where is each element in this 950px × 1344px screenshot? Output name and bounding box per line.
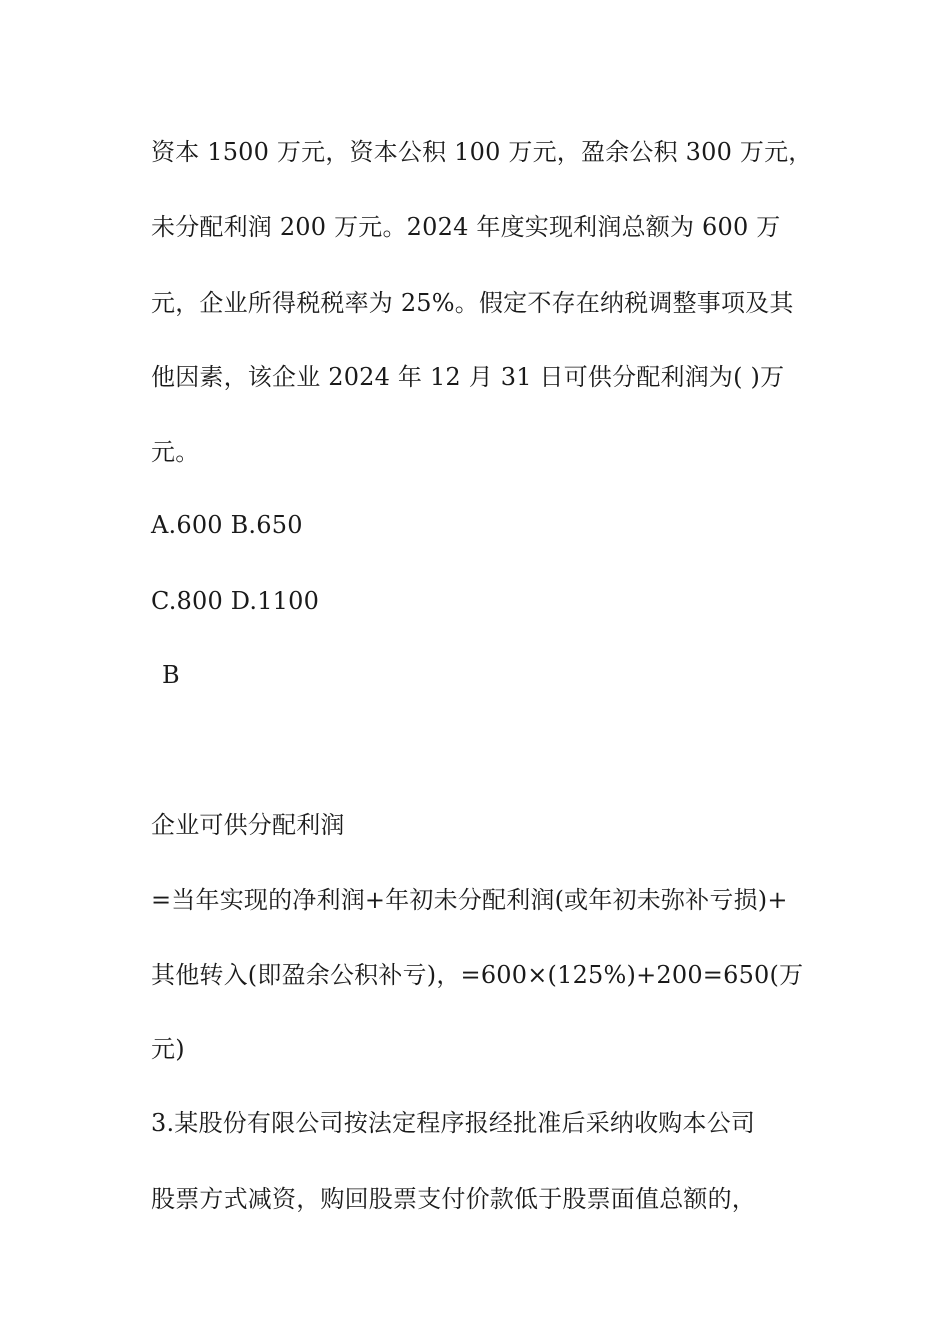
question-2-stem-line-1: 资本 1500 万元，资本公积 100 万元，盈余公积 300 万元， [151,138,813,166]
explanation-line-2: =当年实现的净利润+年初未分配利润(或年初未弥补亏损)+ [151,886,788,914]
question-2-options-cd: C.800 D.1100 [151,587,320,615]
question-2-stem-line-3: 元，企业所得税税率为 25%。假定不存在纳税调整事项及其 [151,289,794,317]
question-2-stem-line-4: 他因素，该企业 2024 年 12 月 31 日可供分配利润为( )万 [151,363,785,391]
question-3-stem-line-1: 3.某股份有限公司按法定程序报经批准后采纳收购本公司 [151,1109,756,1137]
explanation-line-4: 元) [151,1035,185,1063]
explanation-line-1: 企业可供分配利润 [151,811,345,839]
question-2-answer: B [162,661,180,689]
question-2-stem-line-5: 元。 [151,438,200,466]
question-3-stem-line-2: 股票方式减资，购回股票支付价款低于股票面值总额的， [151,1185,756,1213]
question-2-stem-line-2: 未分配利润 200 万元。2024 年度实现利润总额为 600 万 [151,213,781,241]
explanation-line-3: 其他转入(即盈余公积补亏)，=600×(125%)+200=650(万 [151,961,804,989]
question-2-options-ab: A.600 B.650 [151,511,303,539]
